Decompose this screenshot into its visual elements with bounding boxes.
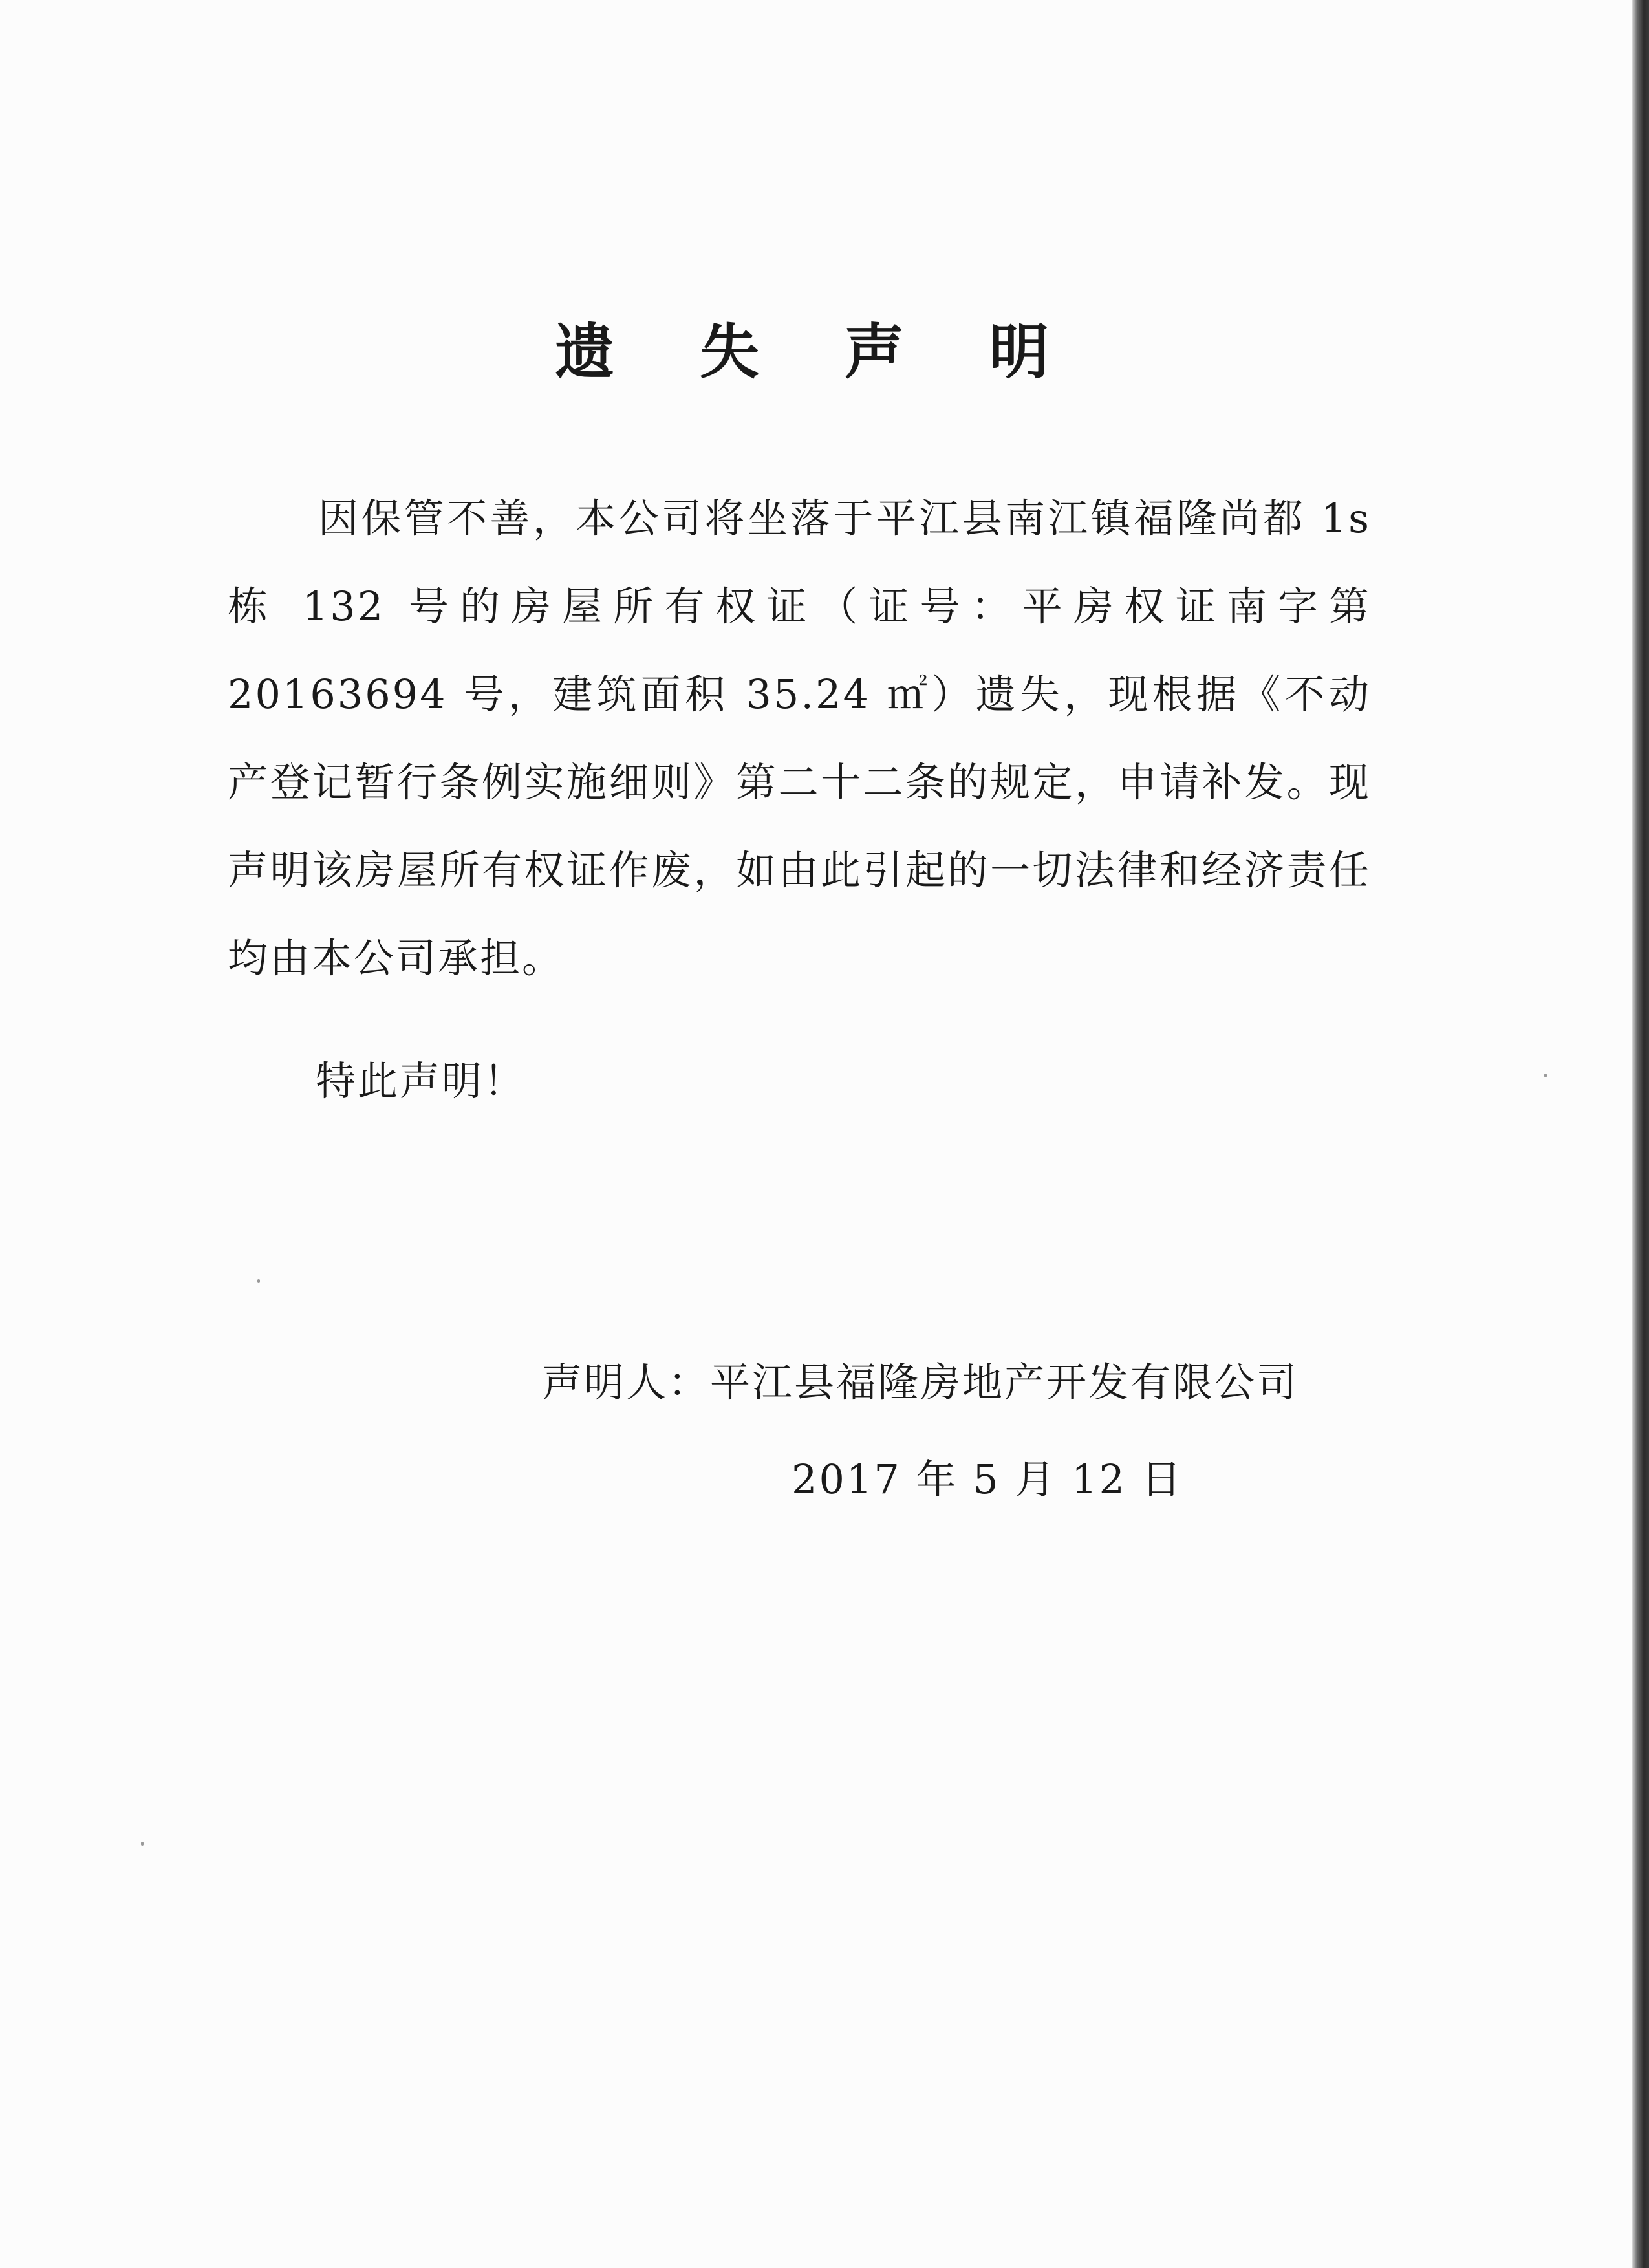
date-line: 2017 年 5 月 12 日 [792,1456,1183,1503]
scan-speck [141,1842,144,1846]
scan-edge-border [1632,0,1649,2268]
closing-line: 特此声明！ [316,1057,526,1105]
signer-line: 声明人：平江县福隆房地产开发有限公司 [542,1359,1299,1406]
statement-body: 因保管不善，本公司将坐落于平江县南江镇福隆尚都 1s 栋 132 号的房屋所有权证（证号：平房权证南字第 20163694 号，建筑面积 35.24 ㎡）遗失，现根据《不动产登记暂行条例实施细则》第二十二条的规定，申请补发。现声明该房屋所有权证作废，如由此引起的一切法律和经济责任均由本公司承担。 [228,495,1371,982]
scan-speck [1544,1074,1547,1077]
scan-speck [257,1279,260,1283]
document-title: 遗 失 声 明 [554,317,1082,387]
